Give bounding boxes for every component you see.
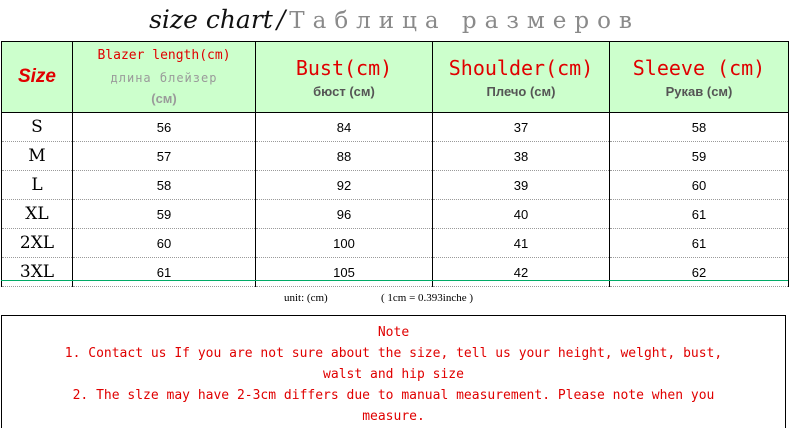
header-shoulder [433,42,610,113]
page-title [0,0,789,40]
shoulder-cell: 40 [433,200,610,229]
header-blazer-length-unit: (см) [151,91,177,106]
header-size-label: Size [17,66,57,87]
length-cell: 59 [73,200,256,229]
size-chart-table [1,41,789,287]
note-title: Note [377,325,410,340]
shoulder-cell: 42 [433,258,610,287]
size-cell: 2XL [2,229,73,258]
title-english: size chart [149,5,273,34]
length-cell: 60 [73,229,256,258]
header-sleeve-label: Sleeve (cm) [632,55,766,80]
title-russian: Таблица размеров [289,8,640,34]
unit-conversion: ( 1cm = 0.393inche ) [381,292,474,304]
sleeve-cell: 59 [610,142,789,171]
table-row [2,200,789,229]
size-cell: XL [2,200,73,229]
sleeve-cell: 61 [610,229,789,258]
size-cell: M [2,142,73,171]
sleeve-cell: 60 [610,171,789,200]
bust-cell: 96 [256,200,433,229]
header-blazer-length [73,42,256,113]
note-line-1: 1. Contact us If you are not sure about the size, tell us your height, welght, bust, [64,346,723,361]
header-blazer-length-label: Blazer length(cm) [97,48,231,63]
shoulder-cell: 37 [433,113,610,142]
sleeve-cell: 61 [610,200,789,229]
table-header-row [2,42,789,113]
shoulder-cell: 41 [433,229,610,258]
table-row [2,113,789,142]
size-cell: S [2,113,73,142]
header-sleeve [610,42,789,113]
length-cell: 58 [73,171,256,200]
note-box [1,315,786,428]
size-cell: 3XL [2,258,73,287]
header-shoulder-label: Shoulder(cm) [448,55,594,80]
note-line-1-cont: walst and hip size [323,367,464,382]
length-cell: 57 [73,142,256,171]
table-row [2,142,789,171]
title-separator: / [276,5,286,34]
size-cell: L [2,171,73,200]
table-row [2,229,789,258]
length-cell: 56 [73,113,256,142]
shoulder-cell: 38 [433,142,610,171]
header-bust-label: Bust(cm) [295,55,393,80]
header-shoulder-ru: Плечо (см) [486,83,556,99]
sleeve-cell: 62 [610,258,789,287]
table-row [2,171,789,200]
bust-cell: 100 [256,229,433,258]
header-bust-ru: бюст (см) [313,83,375,99]
header-sleeve-ru: Рукав (см) [665,83,733,99]
note-line-2-cont: measure. [362,409,425,424]
sleeve-cell: 58 [610,113,789,142]
unit-label: unit: (cm) [284,292,328,304]
note-line-2: 2. The slze may have 2-3cm differs due to manual measurement. Please note when you [72,388,715,403]
header-size [2,42,73,113]
bust-cell: 105 [256,258,433,287]
shoulder-cell: 39 [433,171,610,200]
unit-note-row [1,280,788,315]
header-bust [256,42,433,113]
length-cell: 61 [73,258,256,287]
bust-cell: 88 [256,142,433,171]
bust-cell: 92 [256,171,433,200]
header-blazer-length-ru: длина блейзер [110,71,218,85]
bust-cell: 84 [256,113,433,142]
